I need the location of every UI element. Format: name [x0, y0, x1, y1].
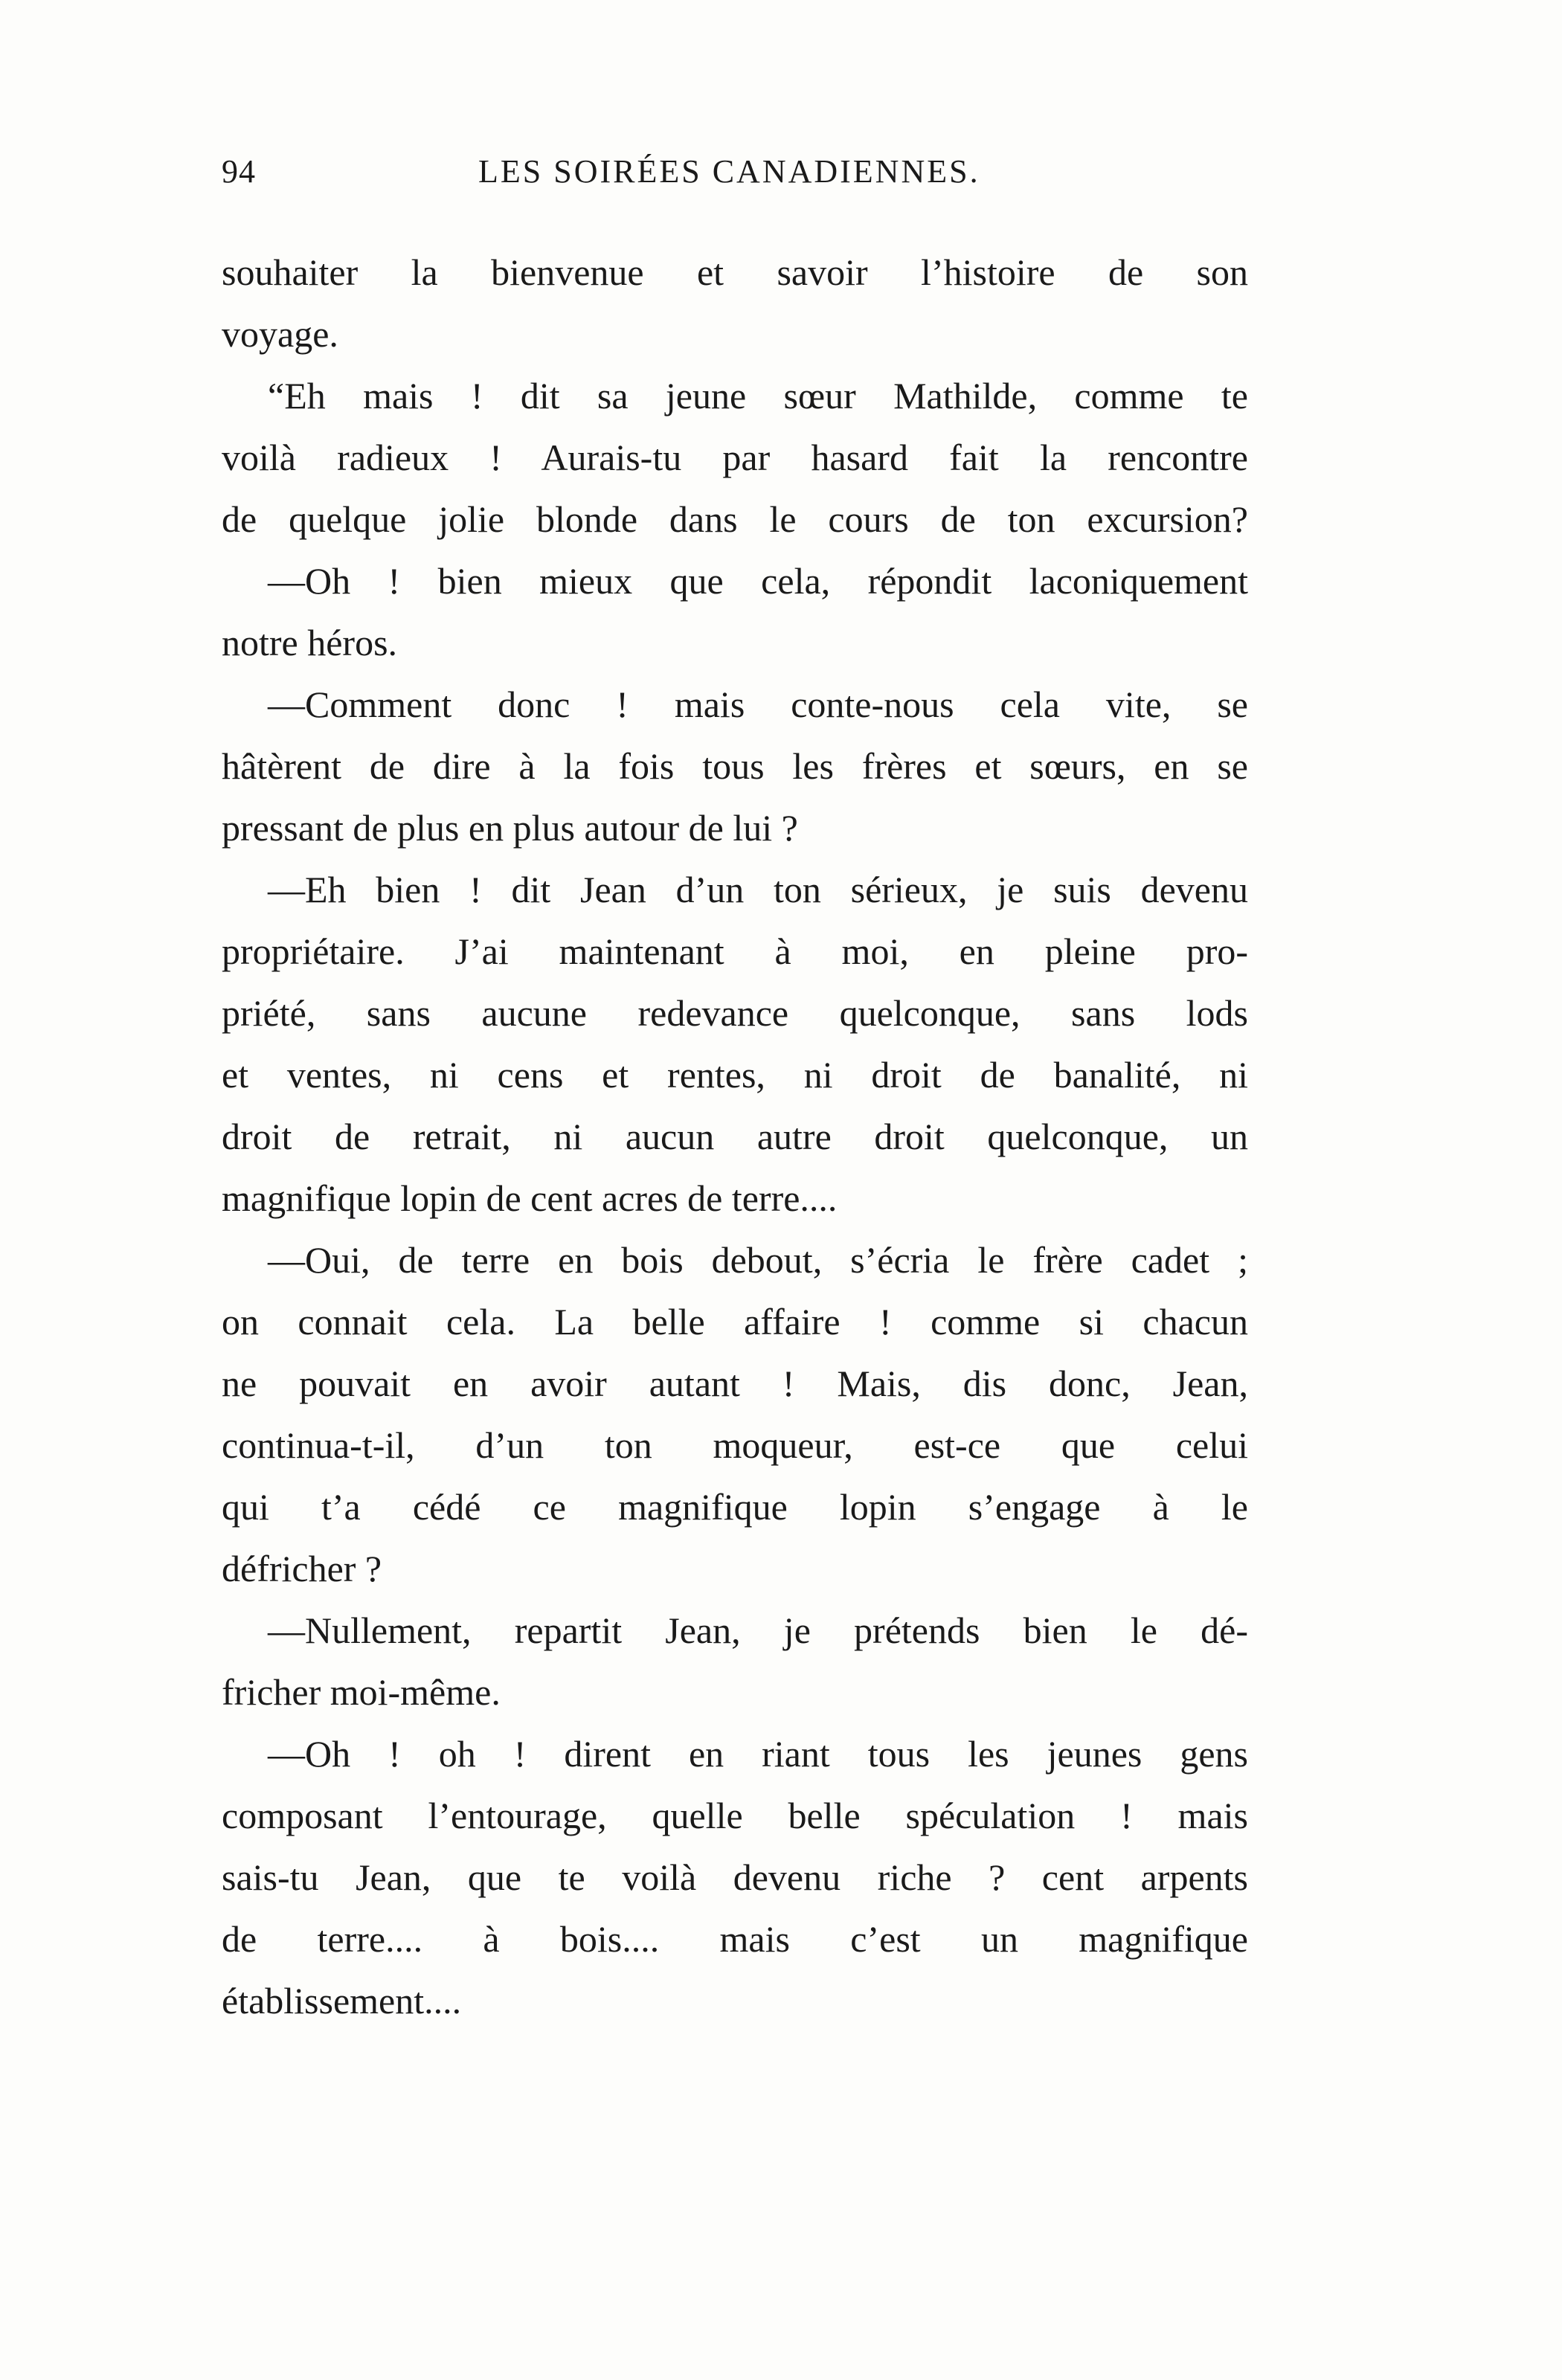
text-line: composant l’entourage, quelle belle spéculation ! mais [222, 1795, 1248, 1836]
text-line: souhaiter la bienvenue et savoir l’histoire de son [222, 251, 1248, 293]
text-line: notre héros. [222, 622, 398, 663]
text-line: —Eh bien ! dit Jean d’un ton sérieux, je suis devenu [268, 869, 1248, 910]
text-line: magnifique lopin de cent acres de terre.... [222, 1177, 838, 1219]
text-line: de quelque jolie blonde dans le cours de ton excursion? [222, 498, 1248, 540]
text-line: défricher ? [222, 1548, 382, 1589]
text-line: qui t’a cédé ce magnifique lopin s’engage à le [222, 1486, 1248, 1528]
body-text [222, 242, 1248, 2032]
text-line: continua-t-il, d’un ton moqueur, est-ce que celui [222, 1424, 1248, 1466]
page-number: 94 [222, 153, 256, 190]
text-line: —Comment donc ! mais conte-nous cela vite, se [268, 684, 1248, 725]
text-line: propriétaire. J’ai maintenant à moi, en pleine pro- [222, 930, 1248, 972]
text-line: —Oh ! bien mieux que cela, répondit laconiquement [268, 560, 1248, 602]
text-line: et ventes, ni cens et rentes, ni droit de banalité, ni [222, 1054, 1248, 1096]
text-line: de terre.... à bois.... mais c’est un magnifique [222, 1918, 1248, 1960]
text-line: voilà radieux ! Aurais-tu par hasard fait la rencontre [222, 437, 1248, 478]
text-line: droit de retrait, ni aucun autre droit quelconque, un [222, 1116, 1248, 1157]
text-line: —Oui, de terre en bois debout, s’écria le frère cadet ; [268, 1239, 1248, 1281]
text-line: —Nullement, repartit Jean, je prétends bien le dé- [268, 1609, 1248, 1651]
text-line: ne pouvait en avoir autant ! Mais, dis donc, Jean, [222, 1363, 1248, 1404]
text-line: fricher moi-même. [222, 1671, 501, 1713]
text-line: priété, sans aucune redevance quelconque, sans lods [222, 992, 1248, 1034]
text-line: voyage. [222, 313, 338, 355]
text-line: pressant de plus en plus autour de lui ? [222, 807, 798, 849]
text-line: —Oh ! oh ! dirent en riant tous les jeunes gens [268, 1733, 1248, 1775]
text-line: sais-tu Jean, que te voilà devenu riche ? cent arpents [222, 1856, 1248, 1898]
running-title: LES SOIRÉES CANADIENNES. [478, 153, 980, 190]
text-line: établissement.... [222, 1980, 462, 2022]
text-line: “Eh mais ! dit sa jeune sœur Mathilde, comme te [268, 375, 1248, 416]
text-line: hâtèrent de dire à la fois tous les frères et sœurs, en se [222, 745, 1248, 787]
running-head [222, 152, 1248, 205]
text-line: on connait cela. La belle affaire ! comme si chacun [222, 1301, 1248, 1342]
